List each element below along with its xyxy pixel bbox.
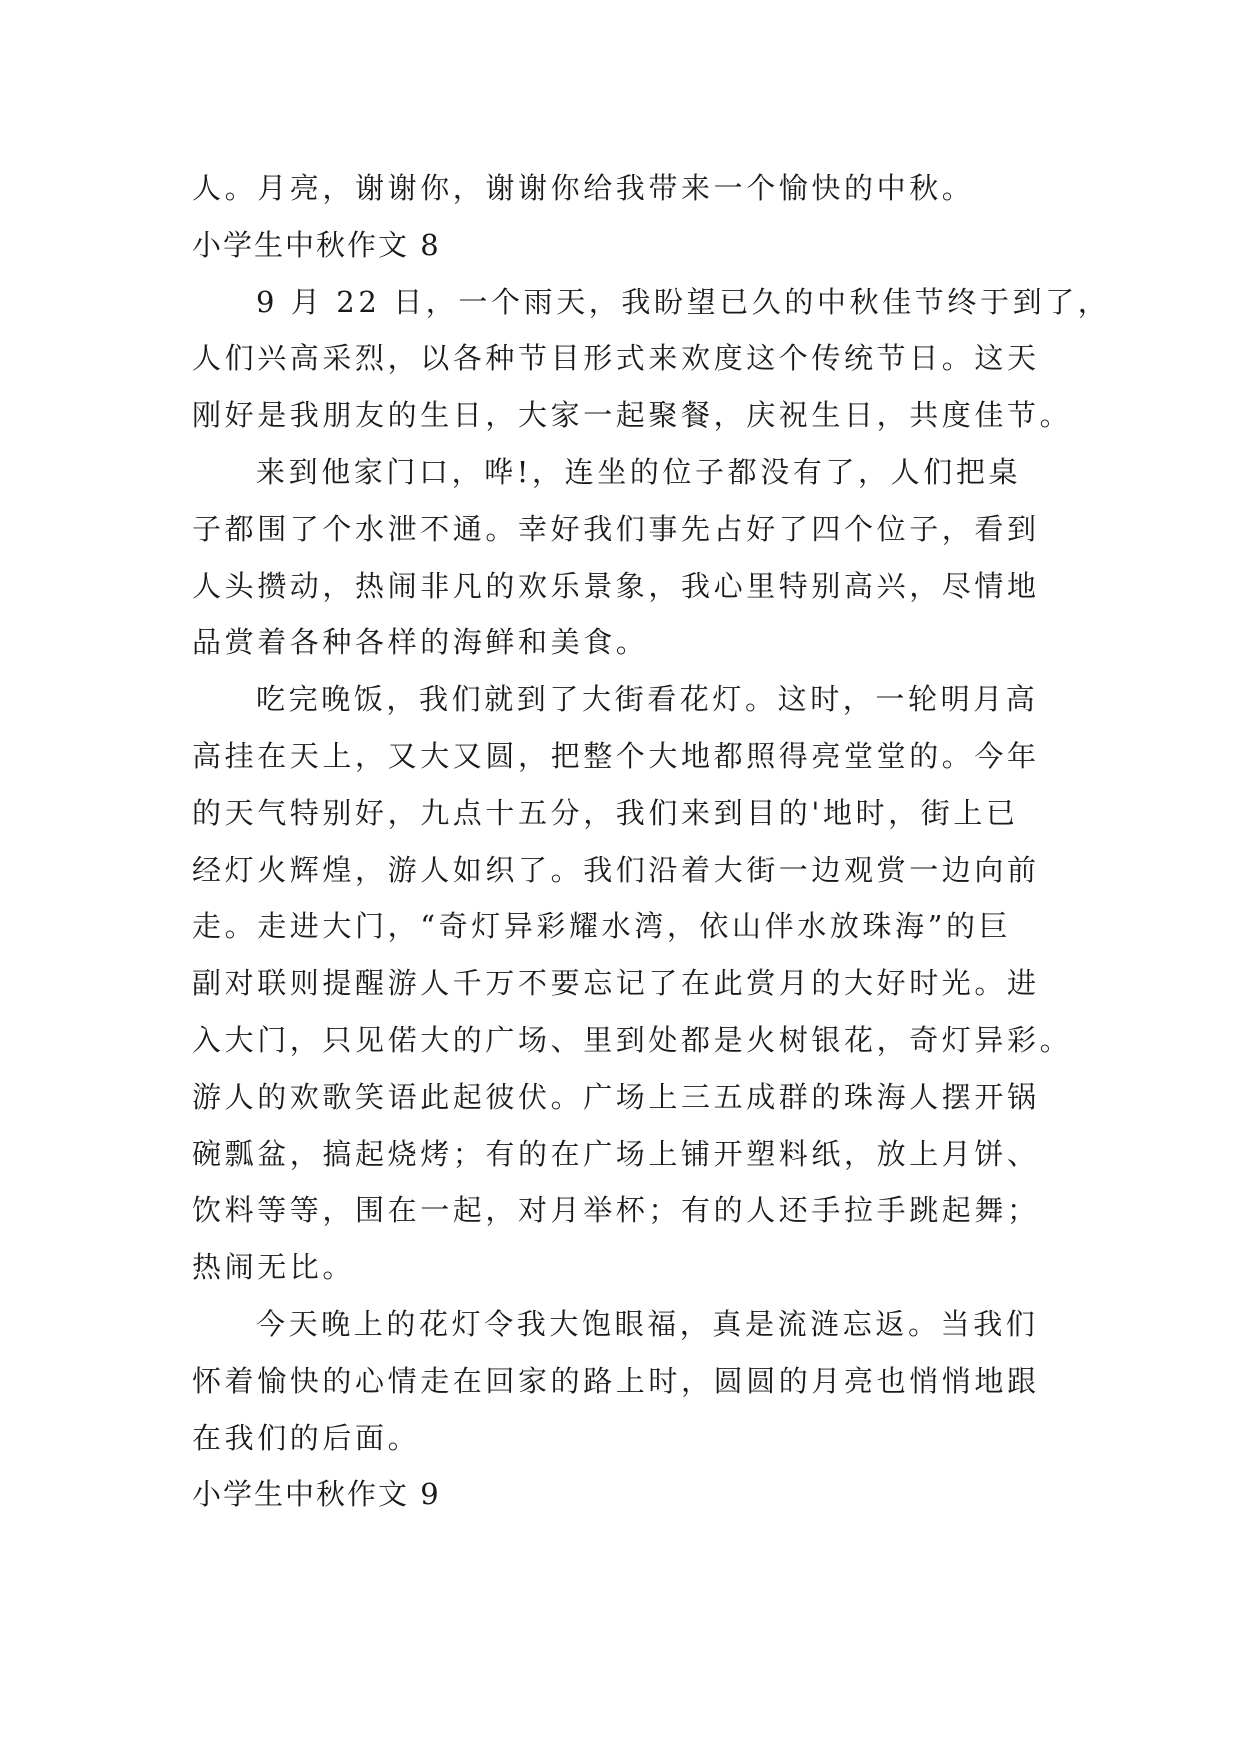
text-line: 刚好是我朋友的生日，大家一起聚餐，庆祝生日，共度佳节。 — [192, 398, 1073, 433]
document-page — [192, 160, 1111, 1523]
text-line: 经灯火辉煌，游人如织了。我们沿着大街一边观赏一边向前 — [192, 852, 1040, 887]
text-line: 的天气特别好，九点十五分，我们来到目的'地时，街上已 — [192, 795, 1019, 830]
text-line: 副对联则提醒游人千万不要忘记了在此赏月的大好时光。进 — [192, 966, 1040, 1001]
text-line: 人们兴高采烈，以各种节目形式来欢度这个传统节日。这天 — [192, 341, 1040, 376]
text-line: 入大门，只见偌大的广场、里到处都是火树银花，奇灯异彩。 — [192, 1022, 1073, 1057]
text-line: 子都围了个水泄不通。幸好我们事先占好了四个位子，看到 — [192, 511, 1040, 546]
text-line: 碗瓢盆，搞起烧烤；有的在广场上铺开塑料纸，放上月饼、 — [192, 1136, 1040, 1171]
section-heading: 小学生中秋作文 9 — [192, 1477, 441, 1512]
text-line: 在我们的后面。 — [192, 1420, 421, 1455]
paragraph-first-line: 来到他家门口，哗!，连坐的位子都没有了，人们把桌 — [256, 454, 1022, 489]
text-line: 人头攒动，热闹非凡的欢乐景象，我心里特别高兴，尽情地 — [192, 568, 1040, 603]
text-line: 品赏着各种各样的海鲜和美食。 — [192, 625, 649, 660]
paragraph-first-line: 吃完晚饭，我们就到了大街看花灯。这时，一轮明月高 — [256, 682, 1039, 717]
text-line: 走。走进大门，“奇灯异彩耀水湾，依山伴水放珠海”的巨 — [192, 909, 1012, 944]
paragraph-first-line: 今天晚上的花灯令我大饱眼福，真是流涟忘返。当我们 — [256, 1306, 1039, 1341]
text-line: 热闹无比。 — [192, 1250, 356, 1285]
text-line: 怀着愉快的心情走在回家的路上时，圆圆的月亮也悄悄地跟 — [192, 1363, 1040, 1398]
text-line: 人。月亮，谢谢你，谢谢你给我带来一个愉快的中秋。 — [192, 171, 975, 205]
text-line: 饮料等等，围在一起，对月举杯；有的人还手拉手跳起舞； — [192, 1193, 1040, 1228]
text-line: 高挂在天上，又大又圆，把整个大地都照得亮堂堂的。今年 — [192, 738, 1040, 773]
section-heading: 小学生中秋作文 8 — [192, 227, 441, 262]
text-line: 游人的欢歌笑语此起彼伏。广场上三五成群的珠海人摆开锅 — [192, 1079, 1040, 1114]
paragraph-first-line: 9 月 22 日，一个雨天，我盼望已久的中秋佳节终于到了， — [256, 284, 1111, 319]
